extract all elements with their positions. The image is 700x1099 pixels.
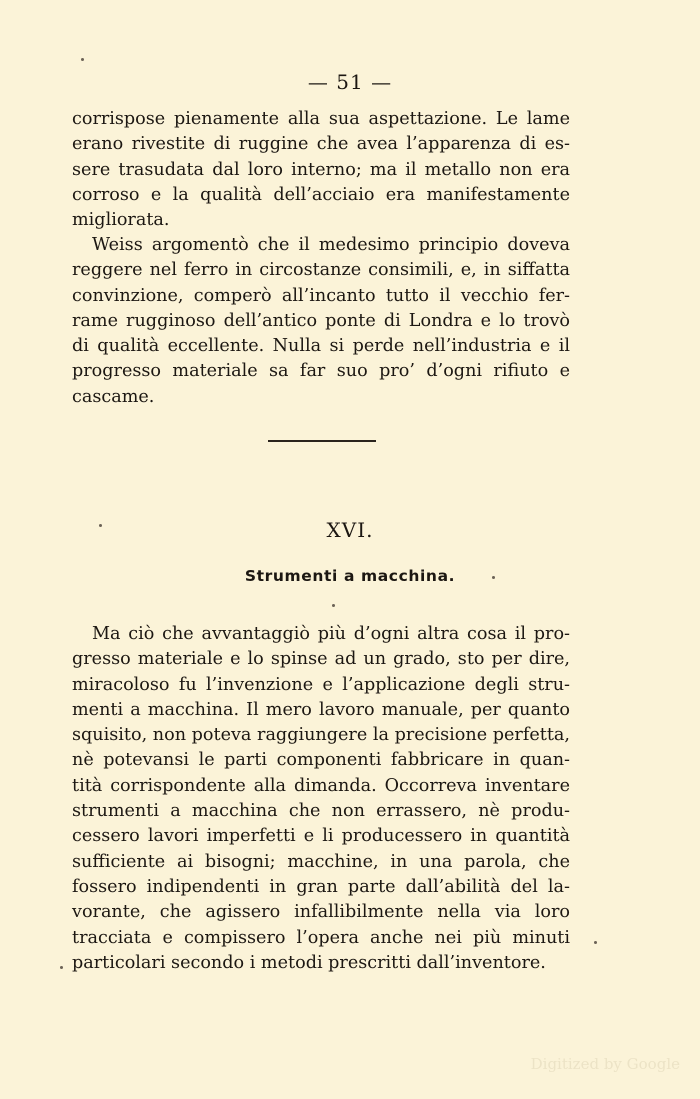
text-line: cessero lavori imperfetti e li producessero in quantità — [72, 826, 570, 847]
text-line: nè potevansi le parti componenti fabbricare in quan- — [72, 750, 570, 771]
text-line: strumenti a macchina che non errassero, nè produ- — [72, 801, 570, 822]
text-line: fossero indipendenti in gran parte dall’abilità del la- — [72, 876, 570, 897]
paragraph-strumenti — [72, 622, 570, 976]
text-line: corrispose pienamente alla sua aspettazione. Le lame — [72, 109, 570, 129]
paper-speck — [99, 524, 102, 527]
text-line: squisito, non poteva raggiungere la precisione perfetta, — [72, 725, 570, 746]
text-line: Weiss argomentò che il medesimo principio doveva — [92, 235, 570, 255]
text-line: progresso materiale sa far suo pro’ d’ogni rifiuto e — [72, 361, 570, 382]
text-line: tracciata e compissero l’opera anche nei più minuti — [72, 927, 570, 948]
text-line: vorante, che agissero infallibilmente nella via loro — [72, 902, 570, 923]
text-line: gresso materiale e lo spinse ad un grado, sto per dire, — [72, 649, 570, 670]
text-line: convinzione, comperò all’incanto tutto il vecchio fer- — [72, 285, 570, 306]
section-divider-rule — [268, 440, 376, 442]
text-line: cascame. — [72, 386, 155, 407]
text-line: miracoloso fu l’invenzione e l’applicazione degli stru- — [72, 674, 570, 695]
paper-speck — [60, 966, 63, 969]
paper-speck — [81, 58, 84, 61]
chapter-title: Strumenti a macchina. — [244, 567, 456, 585]
text-line: sufficiente ai bisogni; macchine, in una parola, che — [72, 851, 570, 872]
paper-speck — [492, 576, 495, 579]
text-line: tità corrispondente alla dimanda. Occorreva inventare — [72, 775, 570, 796]
digitization-watermark: Digitized by Google — [530, 1055, 680, 1073]
text-line: rame rugginoso dell’antico ponte di Londra e lo trovò — [72, 310, 570, 331]
text-line: menti a macchina. Il mero lavoro manuale, per quanto — [72, 699, 570, 720]
page-number: — 51 — — [307, 70, 393, 94]
paragraph-continuation — [72, 107, 570, 233]
text-line: reggere nel ferro in circostanze consimili, e, in siffatta — [72, 260, 570, 281]
paper-speck — [594, 941, 597, 944]
text-line: sere trasudata dal loro interno; ma il metallo non era — [72, 159, 570, 180]
text-line: erano rivestite di ruggine che avea l’apparenza di es- — [72, 134, 570, 155]
paper-speck — [332, 604, 335, 607]
text-line: Ma ciò che avvantaggiò più d’ogni altra cosa il pro- — [92, 624, 570, 644]
text-line: migliorata. — [72, 210, 170, 231]
text-line: particolari secondo i metodi prescritti dall’inventore. — [72, 952, 546, 973]
text-line: di qualità eccellente. Nulla si perde nell’industria e il — [72, 336, 570, 357]
paragraph-weiss — [72, 233, 570, 410]
text-line: corroso e la qualità dell’acciaio era manifestamente — [72, 184, 570, 205]
chapter-number: XVI. — [326, 518, 374, 542]
